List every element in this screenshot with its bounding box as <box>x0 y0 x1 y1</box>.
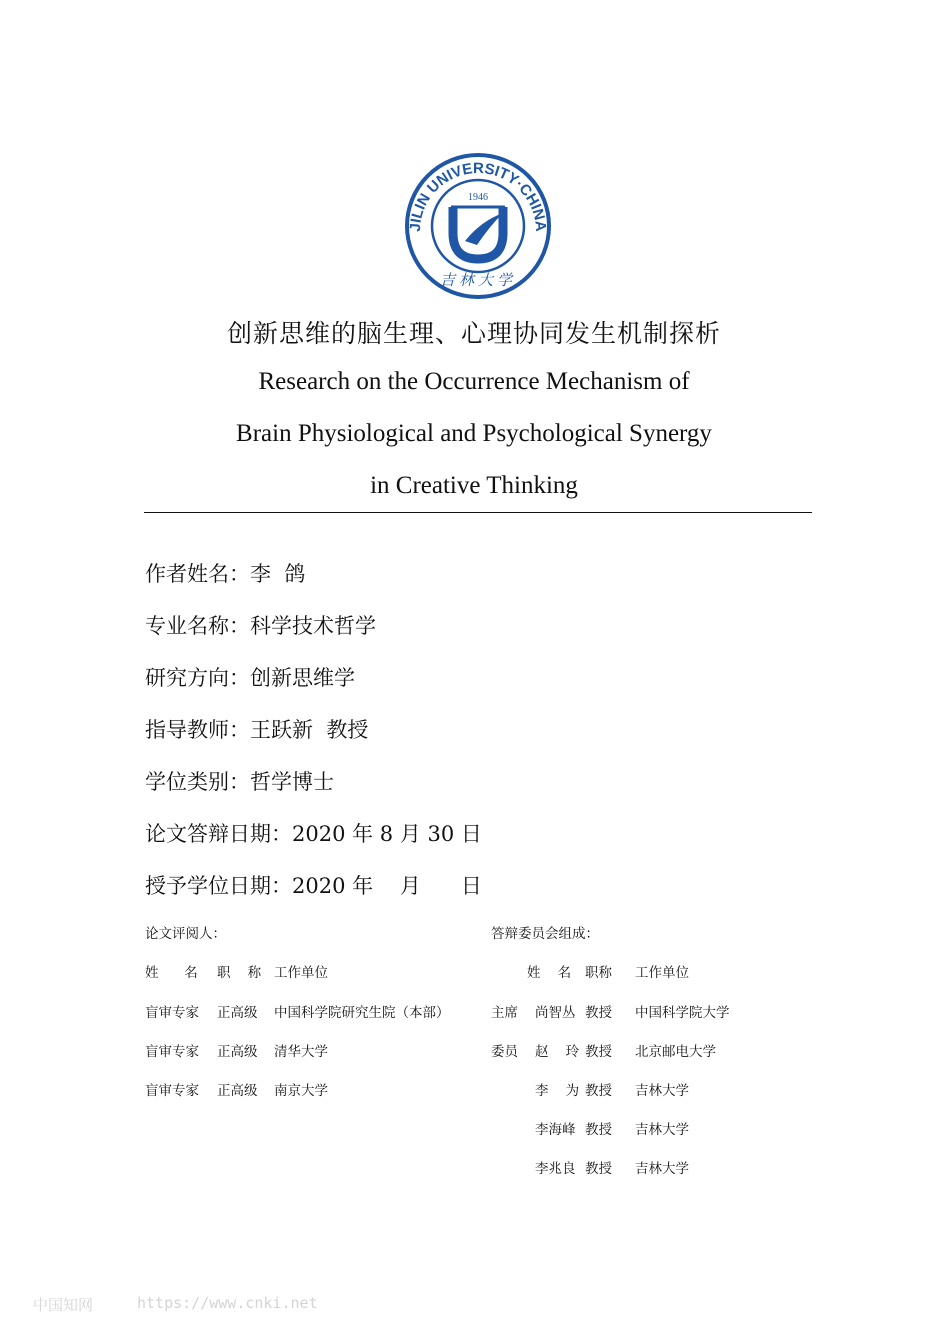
logo-year: 1946 <box>468 192 488 203</box>
author-value: 李 鸽 <box>250 562 306 586</box>
degree-conferral-date-value: 2020 年 月 日 <box>292 874 482 898</box>
degree-conferral-date-label: 授予学位日期： <box>145 874 292 898</box>
committee-5-unit: 吉林大学 <box>635 1161 689 1177</box>
reviewer-1-name: 盲审专家 <box>145 1005 199 1021</box>
major-label: 专业名称： <box>145 614 250 638</box>
thesis-title-english-line-3: in Creative Thinking <box>370 472 578 499</box>
reviewers-header-unit: 工作单位 <box>274 965 328 981</box>
reviewer-3-name: 盲审专家 <box>145 1083 199 1099</box>
author-label: 作者姓名： <box>145 562 250 586</box>
committee-1-title: 教授 <box>585 1005 612 1021</box>
reviewer-2-unit: 清华大学 <box>274 1044 328 1060</box>
research-direction-label: 研究方向： <box>145 666 250 690</box>
reviewers-header-title: 职 称 <box>217 965 262 981</box>
thesis-title-english-line-1: Research on the Occurrence Mechanism of <box>258 368 690 395</box>
supervisor-row <box>145 714 368 744</box>
committee-3-title: 教授 <box>585 1083 612 1099</box>
research-direction-row <box>145 662 355 692</box>
committee-5-title: 教授 <box>585 1161 612 1177</box>
committee-1-role: 主席 <box>491 1005 518 1021</box>
major-row <box>145 610 376 640</box>
title-divider <box>144 512 812 513</box>
committee-1-name: 尚智丛 <box>535 1005 576 1021</box>
reviewer-1-title: 正高级 <box>217 1005 258 1021</box>
reviewers-heading: 论文评阅人： <box>145 926 226 942</box>
thesis-title-english-line-2: Brain Physiological and Psychological Synergy <box>236 420 712 447</box>
committee-4-unit: 吉林大学 <box>635 1122 689 1138</box>
committee-1-unit: 中国科学院大学 <box>635 1005 730 1021</box>
committee-header-title: 职称 <box>585 965 612 981</box>
author-row <box>145 558 305 588</box>
reviewer-3-unit: 南京大学 <box>274 1083 328 1099</box>
watermark-site: 中国知网 <box>33 1296 94 1314</box>
degree-type-value: 哲学博士 <box>250 770 334 794</box>
committee-3-name: 李 为 <box>535 1083 580 1099</box>
committee-5-name: 李兆良 <box>535 1161 576 1177</box>
committee-2-role: 委员 <box>491 1044 518 1060</box>
university-logo <box>403 151 553 301</box>
logo-ring-text: JILIN UNIVERSITY·CHINA <box>406 159 550 233</box>
committee-2-unit: 北京邮电大学 <box>635 1044 716 1060</box>
thesis-title-chinese: 创新思维的脑生理、心理协同发生机制探析 <box>226 319 721 348</box>
watermark-url: https://www.cnki.net <box>137 1294 318 1312</box>
reviewer-2-name: 盲审专家 <box>145 1044 199 1060</box>
supervisor-label: 指导教师： <box>145 718 250 742</box>
defense-date-label: 论文答辩日期： <box>145 822 292 846</box>
committee-4-title: 教授 <box>585 1122 612 1138</box>
reviewer-2-title: 正高级 <box>217 1044 258 1060</box>
committee-4-name: 李海峰 <box>535 1122 576 1138</box>
reviewers-header-name: 姓 名 <box>145 965 198 981</box>
degree-type-label: 学位类别： <box>145 770 250 794</box>
committee-header-name: 姓 名 <box>527 965 572 981</box>
reviewer-3-title: 正高级 <box>217 1083 258 1099</box>
reviewer-1-unit: 中国科学院研究生院（本部） <box>274 1005 450 1021</box>
committee-header-unit: 工作单位 <box>635 965 689 981</box>
supervisor-value: 王跃新 教授 <box>250 718 369 742</box>
defense-date-row <box>145 818 482 848</box>
degree-conferral-date-row <box>145 870 482 900</box>
committee-2-title: 教授 <box>585 1044 612 1060</box>
major-value: 科学技术哲学 <box>250 614 376 638</box>
committee-heading: 答辩委员会组成： <box>491 926 599 942</box>
defense-date-value: 2020 年 8 月 30 日 <box>292 822 482 846</box>
research-direction-value: 创新思维学 <box>250 666 355 690</box>
degree-type-row <box>145 766 334 796</box>
committee-2-name: 赵 玲 <box>535 1044 580 1060</box>
committee-3-unit: 吉林大学 <box>635 1083 689 1099</box>
logo-calligraphy: 吉林大学 <box>439 271 517 289</box>
